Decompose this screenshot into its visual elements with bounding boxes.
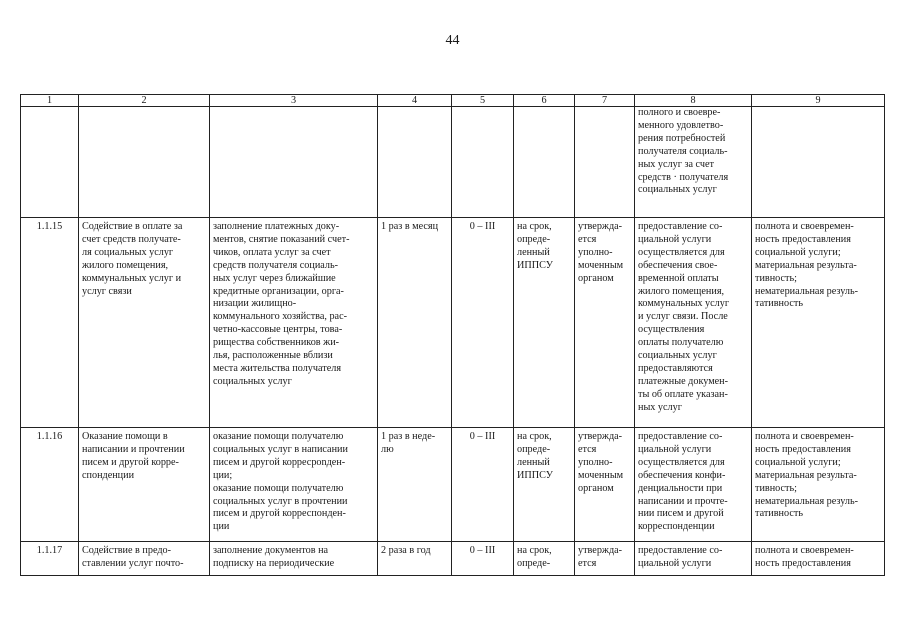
service-frequency: 1 раз в месяц [378, 218, 452, 428]
service-term: на срок, опреде- ленный ИППСУ [514, 428, 575, 542]
service-cost: утвержда- ется [575, 542, 635, 576]
service-term: на срок, опреде- ленный ИППСУ [514, 218, 575, 428]
empty-cell [752, 107, 885, 218]
column-number: 1 [21, 95, 79, 107]
empty-cell [79, 107, 210, 218]
service-cost: утвержда- ется уполно- моченным органом [575, 218, 635, 428]
service-group: 0 – III [452, 542, 514, 576]
empty-cell [514, 107, 575, 218]
column-number: 5 [452, 95, 514, 107]
continuation-row [21, 107, 885, 218]
service-description: оказание помощи получателю социальных услуг в написании писем и другой корресponден- ции; оказание помощи получателю социальных услуг в прочтении писем и другой корреспонден- ции [210, 428, 378, 542]
service-number: 1.1.16 [21, 428, 79, 542]
table-row [21, 428, 885, 542]
column-number: 4 [378, 95, 452, 107]
service-conditions: предоставление со- циальной услуги [635, 542, 752, 576]
service-term: на срок, опреде- [514, 542, 575, 576]
service-number: 1.1.17 [21, 542, 79, 576]
service-frequency: 1 раз в неде- лю [378, 428, 452, 542]
service-group: 0 – III [452, 218, 514, 428]
service-quality: полнота и своевремен- ность предоставления социальной услуги; материальная результа- тивность; нематериальная резуль- тативность [752, 218, 885, 428]
column-number: 7 [575, 95, 635, 107]
purpose-cell: полного и своевре- менного удовлетво- рения потребностей получателя социаль- ных услуг за счет средств · получателя социальных услуг [635, 107, 752, 218]
service-quality: полнота и своевремен- ность предоставления [752, 542, 885, 576]
service-quality: полнота и своевремен- ность предоставления социальной услуги; материальная результа- тивность; нематериальная резуль- тативность [752, 428, 885, 542]
service-group: 0 – III [452, 428, 514, 542]
service-number: 1.1.15 [21, 218, 79, 428]
service-description: заполнение документов на подписку на периодические [210, 542, 378, 576]
column-number: 8 [635, 95, 752, 107]
page-number: 44 [445, 33, 460, 48]
empty-cell [575, 107, 635, 218]
service-name: Содействие в предо- ставлении услуг почто- [79, 542, 210, 576]
column-number: 6 [514, 95, 575, 107]
empty-cell [452, 107, 514, 218]
service-conditions: предоставление со- циальной услуги осуществляется для обеспечения свое- временной оплаты жилого помещения, коммунальных услуг и услуг связи. После осуществления оплаты получателю социальных услуг предоставляются платежные докумен- ты об оплате указан- ных услуг [635, 218, 752, 428]
column-number: 9 [752, 95, 885, 107]
column-number-row [21, 95, 885, 107]
column-number: 3 [210, 95, 378, 107]
service-frequency: 2 раза в год [378, 542, 452, 576]
empty-cell [21, 107, 79, 218]
service-cost: утвержда- ется уполно- моченным органом [575, 428, 635, 542]
table-row [21, 542, 885, 576]
empty-cell [210, 107, 378, 218]
empty-cell [378, 107, 452, 218]
service-name: Содействие в оплате за счет средств получате- ля социальных услуг жилого помещения, коммунальных услуг и услуг связи [79, 218, 210, 428]
service-name: Оказание помощи в написании и прочтении писем и другой корре- спонденции [79, 428, 210, 542]
services-table [20, 94, 885, 576]
service-description: заполнение платежных доку- ментов, снятие показаний счет- чиков, оплата услуг за счет средств получателя социаль- ных услуг через ближайшие кредитные организации, орга- низации жилищно- коммунального хозяйства, рас- четно-кассовые центры, това- рищества собственников жи- лья, расположенные вблизи места жительства получателя социальных услуг [210, 218, 378, 428]
service-conditions: предоставление со- циальной услуги осуществляется для обеспечения конфи- денциальности при написании и прочте- нии писем и другой корреспонденции [635, 428, 752, 542]
table-row [21, 218, 885, 428]
column-number: 2 [79, 95, 210, 107]
